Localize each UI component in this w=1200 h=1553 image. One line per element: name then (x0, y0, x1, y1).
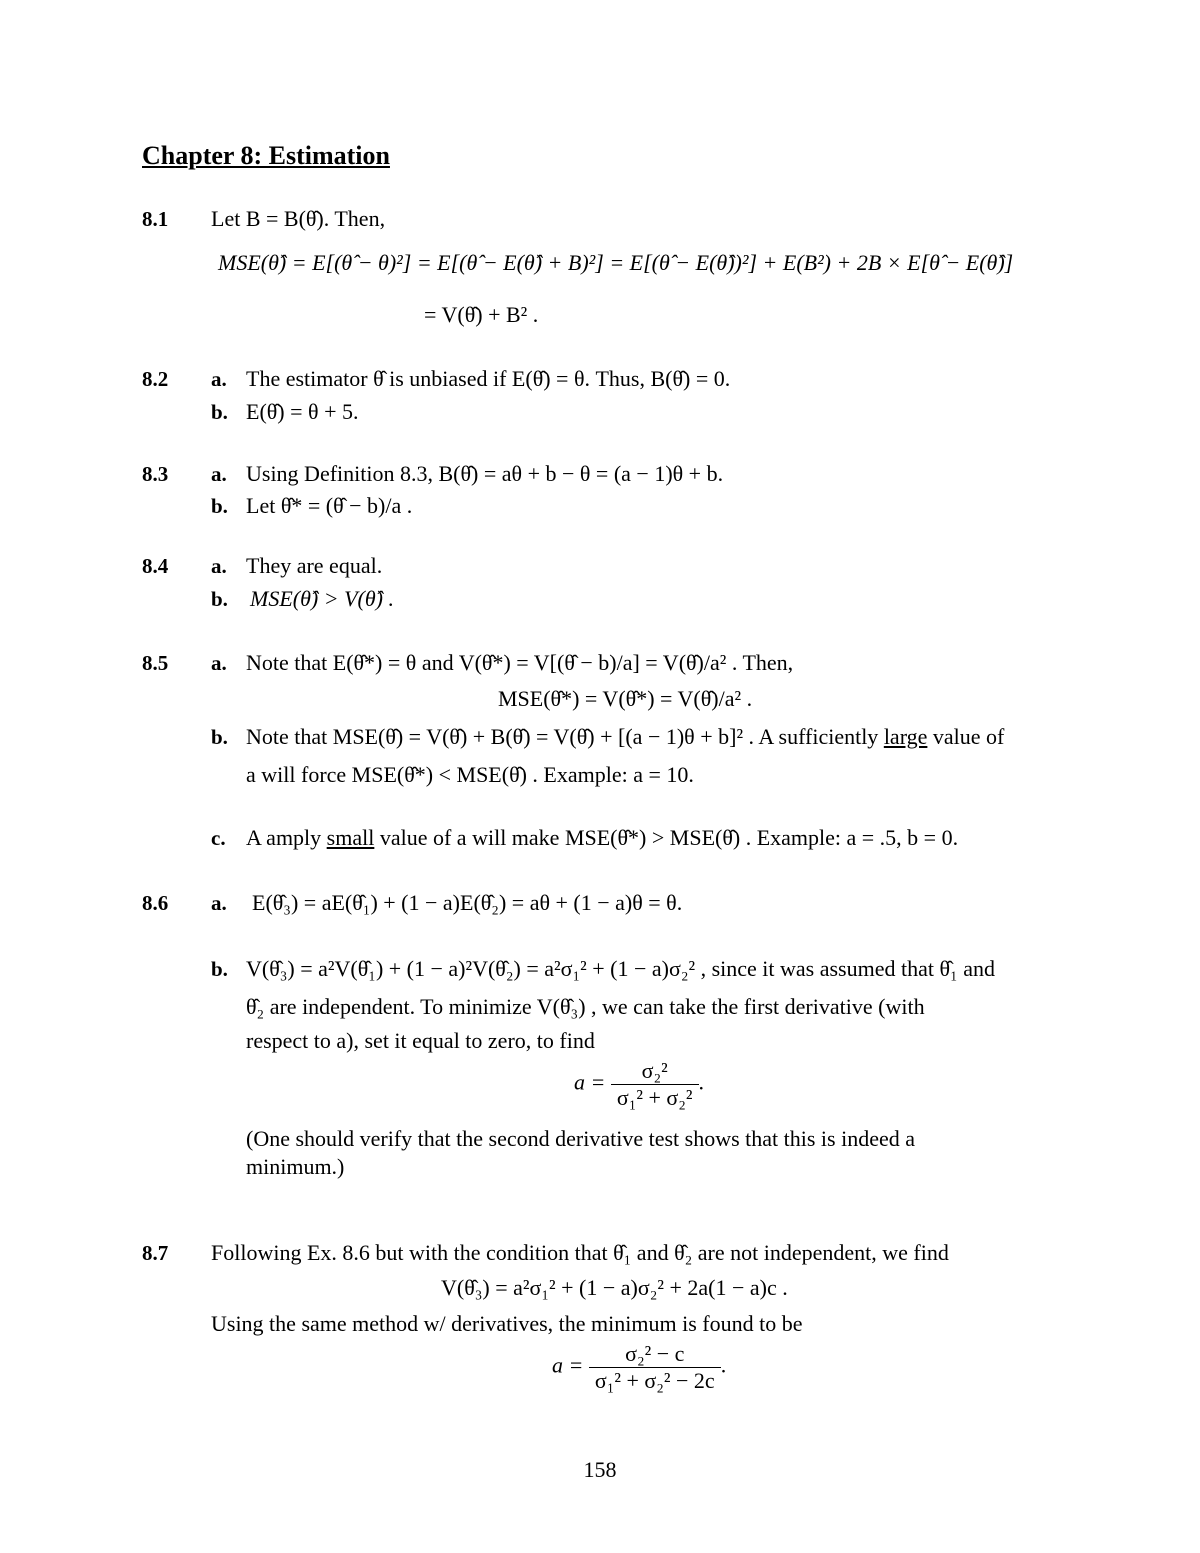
section-8-2-a-text: The estimator θ̂ is unbiased if E(θ̂) = θ. Thus, B(θ̂) = 0. (246, 366, 731, 391)
section-8-5-c-pre: A amply (246, 825, 327, 850)
section-8-6-b-label: b. (211, 957, 228, 981)
section-8-7-fraction-body (589, 1341, 721, 1394)
section-8-1-number: 8.1 (142, 207, 169, 231)
section-8-1-intro: Let B = B(θ̂). Then, (211, 206, 386, 231)
section-8-6-fraction (574, 1058, 704, 1111)
section-8-5-c-post: value of a will make MSE(θ̂*) > MSE(θ̂) . Example: a = .5, b = 0. (374, 825, 959, 850)
section-8-6-fraction-denominator: σ₁² + σ₂² (616, 1085, 693, 1110)
section-8-1-equation-1: MSE(θ̂) = E[(θ̂ − θ)²] = E[(θ̂ − E(θ̂) + B)²] = E[(θ̂ − E(θ̂))²] + E(B²) + 2B × E[θ̂ − E(θ̂)] (218, 250, 1014, 275)
section-8-5-number: 8.5 (142, 651, 169, 675)
section-8-5-c-emphasis-small: small (326, 825, 375, 850)
section-8-6-fraction-end: . (698, 1069, 705, 1095)
section-8-4-a-text: They are equal. (246, 553, 383, 578)
section-8-7-equation: V(θ̂₃) = a²σ₁² + (1 − a)σ₂² + 2a(1 − a)c . (441, 1275, 788, 1300)
section-8-2-b-text: E(θ̂) = θ + 5. (246, 399, 359, 424)
section-8-2-b-label: b. (211, 400, 228, 424)
section-8-4-b-label: b. (211, 587, 228, 611)
page-number: 158 (583, 1457, 617, 1482)
section-8-6-number: 8.6 (142, 891, 169, 915)
section-8-5-a-text: Note that E(θ̂*) = θ and V(θ̂*) = V[(θ̂ − b)/a] = V(θ̂)/a² . Then, (246, 650, 794, 675)
section-8-3-b-text: Let θ̂* = (θ̂ − b)/a . (246, 493, 413, 518)
section-8-7-fraction (552, 1341, 726, 1394)
section-8-6-note-line-2: minimum.) (246, 1154, 345, 1179)
section-8-5-a-label: a. (211, 651, 227, 675)
section-8-3-a-label: a. (211, 462, 227, 486)
section-8-4-number: 8.4 (142, 554, 169, 578)
section-8-6-fraction-lhs: a = (574, 1069, 606, 1095)
section-8-4-b-text: MSE(θ̂) > V(θ̂) . (250, 586, 394, 611)
section-8-1-equation-2: = V(θ̂) + B² . (424, 302, 539, 327)
section-8-7-number: 8.7 (142, 1241, 169, 1265)
section-8-3-a-text: Using Definition 8.3, B(θ̂) = aθ + b − θ = (a − 1)θ + b. (246, 461, 724, 486)
section-8-5-b-label: b. (211, 725, 228, 749)
section-8-2-number: 8.2 (142, 367, 169, 391)
section-8-5-b-line-1-pre: Note that MSE(θ̂) = V(θ̂) + B(θ̂) = V(θ̂) + [(a − 1)θ + b]² . A sufficiently (246, 724, 884, 749)
section-8-5-b-line-2: a will force MSE(θ̂*) < MSE(θ̂) . Example: a = 10. (246, 762, 694, 787)
section-8-7-fraction-end: . (720, 1352, 727, 1378)
section-8-7-fraction-lhs: a = (552, 1352, 584, 1378)
section-8-6-note-line-1: (One should verify that the second derivative test shows that this is indeed a (246, 1126, 916, 1151)
section-8-6-fraction-numerator: σ₂² (611, 1058, 699, 1085)
section-8-5-c-text (246, 825, 958, 851)
section-8-4-a-label: a. (211, 554, 227, 578)
section-8-6-a-text: E(θ̂₃) = aE(θ̂₁) + (1 − a)E(θ̂₂) = aθ + (1 − a)θ = θ. (252, 890, 683, 915)
chapter-title: Chapter 8: Estimation (142, 141, 390, 170)
section-8-5-c-label: c. (211, 826, 226, 850)
section-8-7-fraction-denominator: σ₁² + σ₂² − 2c (594, 1368, 715, 1393)
section-8-6-b-line-1: V(θ̂₃) = a²V(θ̂₁) + (1 − a)²V(θ̂₂) = a²σ₁² + (1 − a)σ₂² , since it was assumed that θ̂₁ and (246, 956, 995, 981)
section-8-5-b-line-1-post: value of (927, 724, 1005, 749)
section-8-3-number: 8.3 (142, 462, 169, 486)
section-8-5-b-emphasis-large: large (883, 724, 928, 749)
section-8-6-fraction-body (611, 1058, 699, 1111)
section-8-2-a-label: a. (211, 367, 227, 391)
section-8-6-b-line-3: respect to a), set it equal to zero, to find (246, 1028, 595, 1053)
section-8-5-b-line-1 (246, 724, 1004, 750)
section-8-7-fraction-numerator: σ₂² − c (589, 1341, 721, 1368)
section-8-7-line-1: Following Ex. 8.6 but with the condition that θ̂₁ and θ̂₂ are not independent, we find (211, 1240, 949, 1265)
section-8-7-line-2: Using the same method w/ derivatives, the minimum is found to be (211, 1311, 803, 1336)
section-8-6-b-line-2: θ̂₂ are independent. To minimize V(θ̂₃) , we can take the first derivative (with (246, 994, 925, 1019)
section-8-6-a-label: a. (211, 891, 227, 915)
section-8-5-a-equation: MSE(θ̂*) = V(θ̂*) = V(θ̂)/a² . (498, 686, 753, 711)
section-8-3-b-label: b. (211, 494, 228, 518)
